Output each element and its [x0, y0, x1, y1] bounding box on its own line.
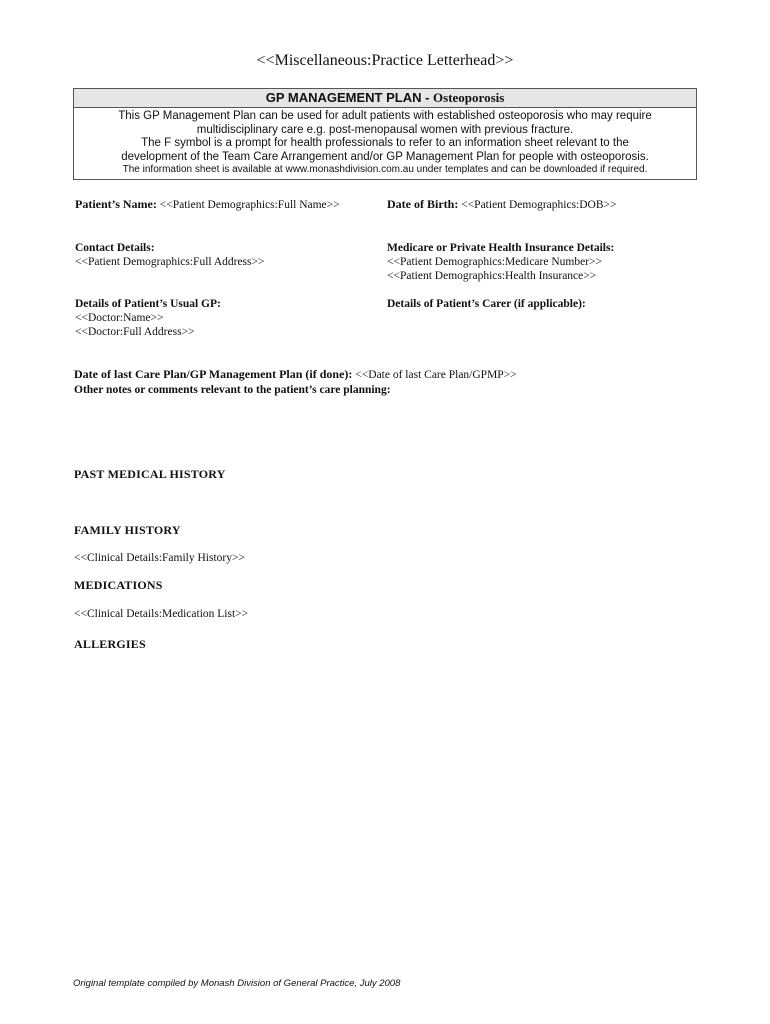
carer-label: Details of Patient’s Carer (if applicable): [387, 298, 586, 310]
footer-credit: Original template compiled by Monash Division of General Practice, July 2008 [73, 978, 401, 989]
plan-title [74, 89, 696, 108]
dob-label: Date of Birth: [387, 197, 459, 211]
contact-value: <<Patient Demographics:Full Address>> [75, 256, 265, 268]
carer-details [387, 297, 586, 311]
plan-title-condition: Osteoporosis [433, 90, 505, 105]
doctor-address-value: <<Doctor:Full Address>> [75, 326, 195, 338]
dob-value: <<Patient Demographics:DOB>> [461, 199, 617, 211]
last-care-plan-field [74, 367, 517, 382]
patient-name-label: Patient’s Name: [75, 197, 157, 211]
other-notes-label: Other notes or comments relevant to the patient’s care planning: [74, 384, 391, 396]
description-line-3: The F symbol is a prompt for health professionals to refer to an information sheet relevant to the [141, 137, 629, 149]
last-care-plan-label: Date of last Care Plan/GP Management Plan (if done): [74, 367, 353, 381]
medicare-details [387, 241, 614, 283]
patient-name-value: <<Patient Demographics:Full Name>> [159, 199, 340, 211]
health-insurance-value: <<Patient Demographics:Health Insurance>> [387, 270, 597, 282]
allergies-heading: ALLERGIES [74, 637, 146, 651]
contact-details [75, 241, 264, 269]
patient-name-field [75, 197, 340, 212]
contact-label: Contact Details: [75, 242, 155, 254]
practice-letterhead: <<Miscellaneous:Practice Letterhead>> [256, 52, 514, 69]
title-box [73, 88, 697, 180]
dob-field [387, 197, 617, 212]
last-care-plan-value: <<Date of last Care Plan/GPMP>> [355, 369, 517, 381]
description-line-1: This GP Management Plan can be used for adult patients with established osteoporosis who may require [118, 110, 652, 122]
family-history-value: <<Clinical Details:Family History>> [74, 552, 245, 564]
past-medical-history-heading: PAST MEDICAL HISTORY [74, 467, 226, 481]
description-line-2: multidisciplinary care e.g. post-menopausal women with previous fracture. [196, 123, 574, 136]
family-history-heading: FAMILY HISTORY [74, 523, 181, 537]
plan-description [74, 108, 696, 176]
description-line-4: development of the Team Care Arrangement and/or GP Management Plan for people with osteoporosis. [121, 150, 649, 163]
medicare-label: Medicare or Private Health Insurance Details: [387, 242, 615, 254]
description-line-5: The information sheet is available at www.monashdivision.com.au under templates and can be downloaded if required. [122, 164, 648, 175]
usual-gp-details [75, 297, 221, 339]
medications-value: <<Clinical Details:Medication List>> [74, 608, 249, 620]
medications-heading: MEDICATIONS [74, 578, 163, 592]
plan-title-main: GP MANAGEMENT PLAN - [265, 90, 434, 105]
medicare-value: <<Patient Demographics:Medicare Number>> [387, 256, 602, 268]
usual-gp-label: Details of Patient’s Usual GP: [75, 298, 221, 310]
doctor-name-value: <<Doctor:Name>> [75, 312, 164, 324]
